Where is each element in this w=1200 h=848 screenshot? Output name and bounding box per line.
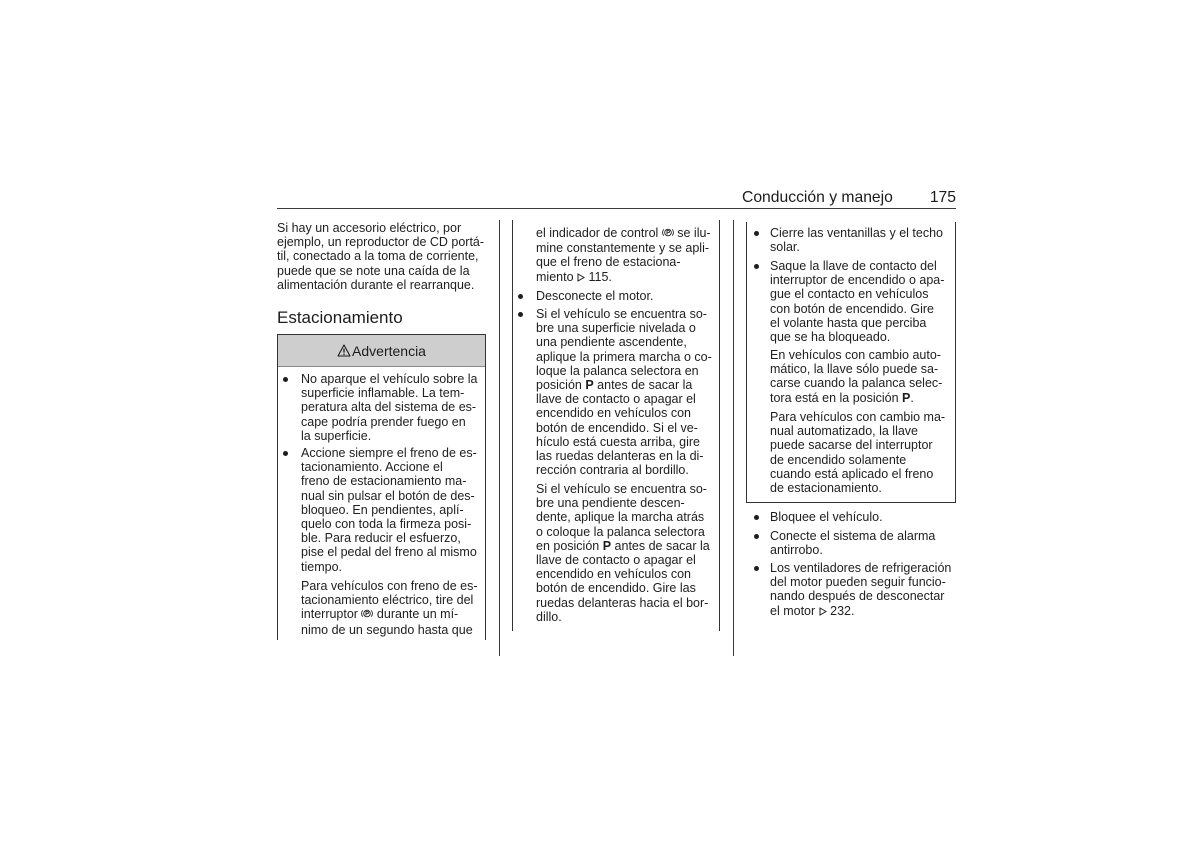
warning-note-text-1: Para vehículos con freno de es- tacionamiento eléctrico, tire del interruptor <box>301 579 478 622</box>
list-item-alarm: Conecte el sistema de alarma antirrobo. <box>770 529 936 558</box>
bullet-marker <box>754 264 759 269</box>
warning-note-2 <box>536 482 710 624</box>
warning-box-header <box>278 335 485 367</box>
bullet-4-text-2: antes de sacar la llave de contacto o apagar el encendido en vehículos con botón de encendido. Si el ve- hículo está cuesta arriba, gire las ruedas delanteras en la di- rección contraria al bordillo. <box>536 378 704 478</box>
bullet-marker <box>754 534 759 539</box>
page-reference-icon <box>577 271 585 285</box>
list-item-lock: Bloquee el vehículo. <box>770 510 883 524</box>
column-divider-1 <box>499 220 500 656</box>
warning-continuation <box>536 226 711 285</box>
gear-position-p: P <box>585 378 594 393</box>
warning-note <box>301 579 478 637</box>
page-reference-icon <box>819 605 827 619</box>
note-2-text-1: Si el vehículo se encuentra so- bre una pendiente descen- dente, aplique la marcha atrás o coloque la palanca selectora en posición <box>536 482 707 553</box>
warning-bullet-4 <box>536 307 712 477</box>
fans-page-ref: 232. <box>826 603 855 618</box>
bullet-marker <box>283 451 288 456</box>
bullet-marker <box>518 312 523 317</box>
fans-text-1: Los ventiladores de refrigeración del motor pueden seguir funcio- nando después de desconectar el motor <box>770 561 952 618</box>
note-2-text-2: antes de sacar la llave de contacto o apagar el encendido en vehículos con botón de encendido. Gire las ruedas delanteras hacia el bor- dillo. <box>536 538 710 624</box>
warning-bullet-2: Accione siempre el freno de es- tacionamiento. Accione el freno de estacionamiento ma- nual sin pulsar el botón de des- bloqueo. En pendientes, aplí- quelo con toda la firmeza posi- ble. Para reducir el esfuerzo, pise el pedal del freno al mismo tiempo. <box>301 446 477 574</box>
continuation-text-1: el indicador de control <box>536 226 662 240</box>
note-3-text-1: En vehículos con cambio auto- mático, la llave sólo puede sa- carse cuando la palanca selec- tora está en la posición <box>770 348 943 405</box>
page-number: 175 <box>929 189 956 206</box>
bullet-marker <box>518 294 523 299</box>
warning-bullet-3: Desconecte el motor. <box>536 289 654 303</box>
column-divider-2 <box>733 220 734 656</box>
gear-position-p: P <box>602 538 612 553</box>
section-title: Conducción y manejo <box>742 189 893 206</box>
section-heading: Estacionamiento <box>277 308 403 327</box>
bullet-marker <box>754 231 759 236</box>
warning-bullet-5: Cierre las ventanillas y el techo solar. <box>770 226 943 255</box>
warning-note-3 <box>770 348 942 405</box>
gear-position-p: P <box>902 390 911 405</box>
bullet-marker <box>754 515 759 520</box>
note-3-text-2: . <box>910 390 914 405</box>
warning-note-text-2: durante un mí- nimo de un segundo hasta que <box>301 607 473 637</box>
list-item-fans <box>770 561 951 619</box>
bullet-marker <box>754 566 759 571</box>
warning-title: Advertencia <box>352 342 426 359</box>
intro-paragraph: Si hay un accesorio eléctrico, por ejemplo, un reproductor de CD portá- til, conectado a la toma de corriente, puede que se note una caída de la alimentación durante el rearranque. <box>277 221 485 292</box>
parking-brake-icon <box>662 227 674 241</box>
continuation-text-2: se ilu- mine constantemente y se apli- que el freno de estaciona- miento <box>536 226 711 284</box>
warning-bullet-1: No aparque el vehículo sobre la superficie inflamable. La tem- peratura alta del sistema de es- cape podría prender fuego en la superficie. <box>301 372 478 443</box>
parking-brake-icon <box>361 608 373 622</box>
warning-note-4: Para vehículos con cambio ma- nual automatizado, la llave puede sacarse del interruptor de encendido solamente cuando está aplicado el freno de estacionamiento. <box>770 410 946 496</box>
warning-bullet-6: Saque la llave de contacto del interruptor de encendido o apa- gue el contacto en vehículos con botón de encendido. Gire el volante hasta que perciba que se ha bloqueado. <box>770 259 945 345</box>
bullet-marker <box>283 377 288 382</box>
continuation-page-ref: 115. <box>585 269 612 284</box>
warning-icon <box>337 344 351 357</box>
header-rule <box>277 208 956 209</box>
bullet-4-text-1: Si el vehículo se encuentra so- bre una superficie nivelada o una pendiente ascendente, aplique la primera marcha o co- loque la palanca selectora en posición <box>536 307 712 393</box>
